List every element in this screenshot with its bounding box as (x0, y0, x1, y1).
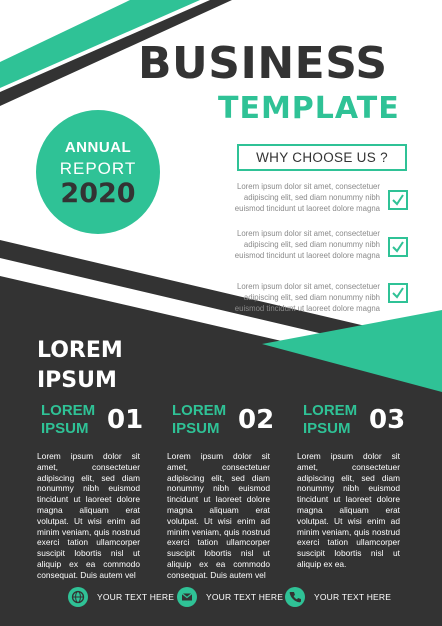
footer-phone-text: YOUR TEXT HERE (314, 592, 392, 602)
reason-2-line-1: Lorem ipsum dolor sit amet, consectetuer (236, 229, 380, 238)
column-2-title (172, 402, 226, 438)
reason-3-line-2: adipiscing elit, sed diam nonummy nibh (243, 293, 380, 302)
footer-website-text: YOUR TEXT HERE (97, 592, 175, 602)
column-3-title (303, 402, 357, 438)
phone-icon (285, 587, 305, 607)
column-2-title-line-2: IPSUM (172, 420, 220, 437)
column-3-title-line-1: LOREM (303, 402, 358, 419)
column-1-header (41, 402, 151, 442)
badge-year: 2020 (60, 178, 136, 209)
column-3-number: 03 (369, 405, 406, 435)
column-2-header (172, 402, 282, 442)
check-icon (390, 192, 406, 208)
reason-1-line-2: adipiscing elit, sed diam nonummy nibh (243, 193, 380, 202)
footer-email-text: YOUR TEXT HERE (206, 592, 284, 602)
why-choose-us-heading: WHY CHOOSE US ? (237, 144, 407, 171)
reason-3-line-1: Lorem ipsum dolor sit amet, consectetuer (236, 282, 380, 291)
column-1-title-line-2: IPSUM (41, 420, 89, 437)
main-heading-line-2: IPSUM (37, 368, 117, 393)
column-1-number: 01 (107, 405, 144, 435)
column-1-title-line-1: LOREM (41, 402, 96, 419)
column-1-title (41, 402, 95, 438)
checkbox-2 (388, 237, 408, 257)
column-2-title-line-1: LOREM (172, 402, 227, 419)
column-1-text: Lorem ipsum dolor sit amet, consectetuer adipiscing elit, sed diam nonummy nibh euismod tincidunt ut laoreet dolore magna aliquam erat volutpat. Ut wisi enim ad minim veniam, quis nostrud exerci tation ullamcorper suscipit lobortis nisl ut aliquip ex ea commodo consequat. Duis autem vel (37, 451, 140, 580)
reason-1-line-3: euismod tincidunt ut laoreet dolore magna (234, 204, 380, 213)
checkbox-1 (388, 190, 408, 210)
column-2-number: 02 (238, 405, 275, 435)
globe-icon (68, 587, 88, 607)
check-icon (390, 239, 406, 255)
column-2-text: Lorem ipsum dolor sit amet, consectetuer adipiscing elit, sed diam nonummy nibh euismod tincidunt ut laoreet dolore magna aliquam erat volutpat. Ut wisi enim ad minim veniam, quis nostrud exerci tation ullamcorper suscipit lobortis nisl ut aliquip ex ea commodo consequat. Duis autem vel (167, 451, 270, 580)
main-heading (37, 336, 123, 396)
badge-annual-label: ANNUAL (64, 139, 132, 156)
checkbox-3 (388, 283, 408, 303)
title-business: BUSINESS (138, 38, 388, 89)
reason-2-text (228, 228, 380, 261)
annual-report-badge (36, 110, 160, 234)
reason-1-text (228, 181, 380, 214)
reason-1-line-1: Lorem ipsum dolor sit amet, consectetuer (236, 182, 380, 191)
column-3-title-line-2: IPSUM (303, 420, 351, 437)
badge-report-label: REPORT (59, 159, 137, 178)
column-3-text: Lorem ipsum dolor sit amet, consectetuer adipiscing elit, sed diam nonummy nibh euismod tincidunt ut laoreet dolore magna aliquam erat volutpat. Ut wisi enim ad minim veniam, quis nostrud exerci tation ullamcorper suscipit lobortis nisl ut aliquip ex ea. (297, 451, 400, 569)
mail-icon (177, 587, 197, 607)
reason-3-line-3: euismod tincidunt ut laoreet dolore magna (234, 304, 380, 313)
reason-3-text (228, 281, 380, 314)
title-template: TEMPLATE (218, 91, 400, 126)
reason-2-line-3: euismod tincidunt ut laoreet dolore magna (234, 251, 380, 260)
main-heading-line-1: LOREM (37, 338, 123, 363)
reason-2-line-2: adipiscing elit, sed diam nonummy nibh (243, 240, 380, 249)
check-icon (390, 285, 406, 301)
column-3-header (303, 402, 413, 442)
